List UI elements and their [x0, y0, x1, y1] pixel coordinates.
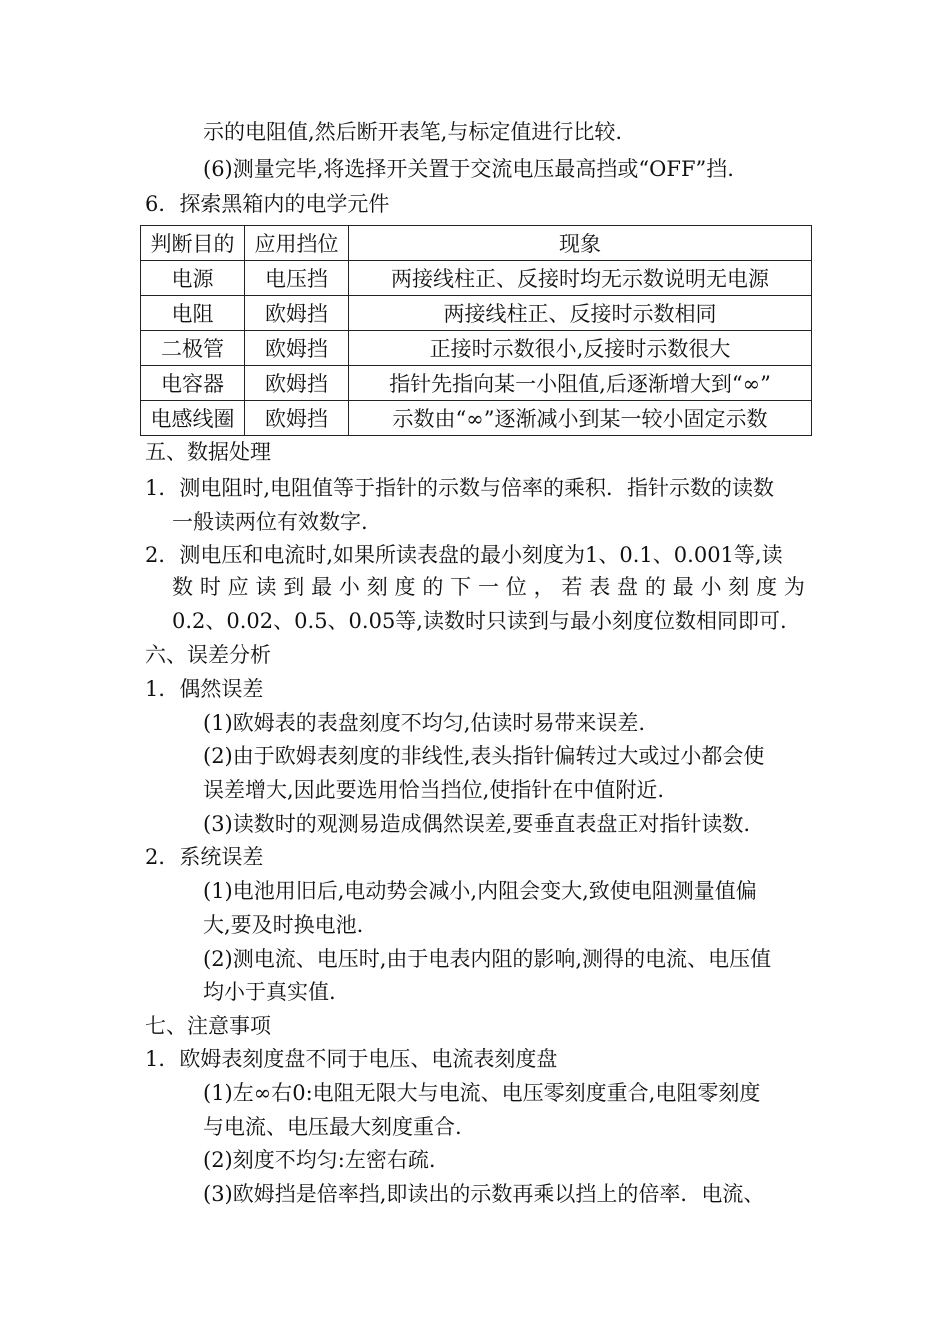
notes-point-1-line-2: 与电流、电压最大刻度重合.	[203, 1115, 462, 1139]
data-item-2-line-2	[172, 572, 805, 604]
word: ，	[533, 575, 555, 599]
word: 一	[477, 575, 499, 599]
table-cell: 欧姆挡	[245, 331, 349, 366]
random-error-point-2-line-2: 误差增大,因此要选用恰当挡位,使指针在中值附近.	[203, 778, 665, 802]
word: 时	[199, 575, 221, 599]
table-header-row	[141, 226, 812, 261]
table-cell: 电感线圈	[141, 401, 245, 436]
intro-line-2: (6)测量完毕,将选择开关置于交流电压最高挡或“OFF”挡.	[203, 157, 734, 181]
table-cell: 电源	[141, 261, 245, 296]
word: 最	[311, 575, 333, 599]
data-item-2-line-1: 2．测电压和电流时,如果所读表盘的最小刻度为1、0.1、0.001等,读	[145, 543, 783, 567]
table-cell: 正接时示数很小,反接时示数很大	[349, 331, 812, 366]
blackbox-table	[140, 225, 812, 436]
word: 的	[422, 575, 444, 599]
word: 小	[338, 575, 360, 599]
notes-point-3: (3)欧姆挡是倍率挡,即读出的示数再乘以挡上的倍率．电流、	[203, 1182, 765, 1206]
word: 刻	[728, 575, 750, 599]
word: 表	[589, 575, 611, 599]
table-row	[141, 296, 812, 331]
table-cell: 示数由“∞”逐渐减小到某一较小固定示数	[349, 401, 812, 436]
table-cell: 欧姆挡	[245, 366, 349, 401]
random-error-point-1: (1)欧姆表的表盘刻度不均匀,估读时易带来误差.	[203, 711, 646, 735]
notes-point-2: (2)刻度不均匀:左密右疏.	[203, 1148, 436, 1172]
word: 应	[227, 575, 249, 599]
systematic-error-point-2-line-2: 均小于真实值.	[203, 980, 336, 1004]
random-error-point-3: (3)读数时的观测易造成偶然误差,要垂直表盘正对指针读数.	[203, 812, 751, 836]
table-cell: 两接线柱正、反接时示数相同	[349, 296, 812, 331]
word: 刻	[366, 575, 388, 599]
word: 数	[172, 575, 193, 599]
table-cell: 两接线柱正、反接时均无示数说明无电源	[349, 261, 812, 296]
word: 下	[450, 575, 472, 599]
table-cell: 指针先指向某一小阻值,后逐渐增大到“∞”	[349, 366, 812, 401]
word: 到	[283, 575, 305, 599]
data-item-2-line-3: 0.2、0.02、0.5、0.05等,读数时只读到与最小刻度位数相同即可.	[172, 609, 787, 633]
random-error-point-2-line-1: (2)由于欧姆表刻度的非线性,表头指针偏转过大或过小都会使	[203, 744, 765, 768]
section-5-heading: 五、数据处理	[145, 440, 271, 464]
table-header-cell: 现象	[349, 226, 812, 261]
table-row	[141, 261, 812, 296]
word: 最	[672, 575, 694, 599]
random-error-heading: 1．偶然误差	[145, 677, 264, 701]
table-row	[141, 331, 812, 366]
table-header-cell: 判断目的	[141, 226, 245, 261]
table-cell: 电压挡	[245, 261, 349, 296]
word: 度	[756, 575, 778, 599]
section-6-heading: 六、误差分析	[145, 643, 271, 667]
intro-line-1: 示的电阻值,然后断开表笔,与标定值进行比较.	[203, 120, 623, 144]
table-cell: 电阻	[141, 296, 245, 331]
table-row	[141, 401, 812, 436]
notes-point-1-line-1: (1)左∞右0:电阻无限大与电流、电压零刻度重合,电阻零刻度	[203, 1081, 761, 1105]
word: 度	[394, 575, 416, 599]
table-cell: 二极管	[141, 331, 245, 366]
word: 小	[700, 575, 722, 599]
systematic-error-point-1-line-1: (1)电池用旧后,电动势会减小,内阻会变大,致使电阻测量值偏	[203, 879, 757, 903]
word: 若	[561, 575, 583, 599]
word: 盘	[617, 575, 638, 599]
blackbox-heading: 6．探索黑箱内的电学元件	[145, 192, 390, 216]
notes-item-1-heading: 1．欧姆表刻度盘不同于电压、电流表刻度盘	[145, 1047, 558, 1071]
table-cell: 电容器	[141, 366, 245, 401]
table-header-cell: 应用挡位	[245, 226, 349, 261]
data-item-1-line-2: 一般读两位有效数字.	[172, 510, 368, 534]
word: 的	[644, 575, 666, 599]
word: 位	[505, 575, 527, 599]
table-cell: 欧姆挡	[245, 296, 349, 331]
systematic-error-heading: 2．系统误差	[145, 845, 264, 869]
section-7-heading: 七、注意事项	[145, 1014, 271, 1038]
table-row	[141, 366, 812, 401]
word: 读	[255, 575, 277, 599]
systematic-error-point-2-line-1: (2)测电流、电压时,由于电表内阻的影响,测得的电流、电压值	[203, 947, 772, 971]
word: 为	[783, 575, 805, 599]
data-item-1-line-1: 1．测电阻时,电阻值等于指针的示数与倍率的乘积．指针示数的读数	[145, 476, 775, 500]
systematic-error-point-1-line-2: 大,要及时换电池.	[203, 913, 364, 937]
table-cell: 欧姆挡	[245, 401, 349, 436]
